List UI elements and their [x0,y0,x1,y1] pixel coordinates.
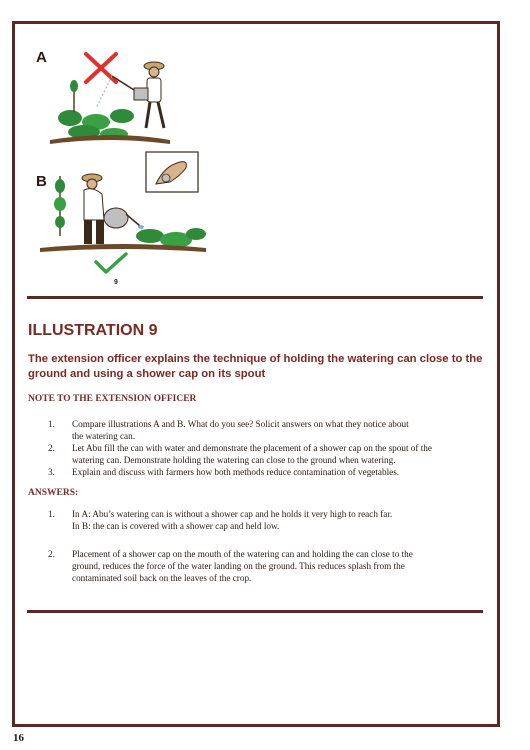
list-item [28,442,484,466]
item-text [72,508,484,532]
panel-b-label: B [36,173,47,190]
list-item [28,548,484,584]
page-number: 16 [13,732,24,744]
item-line: contaminated soil back on the leaves of the crop. [72,573,252,583]
list-item [28,466,484,478]
item-text [72,466,484,478]
subheading: The extension officer explains the technique of holding the watering can close to the ground and using a shower cap on its spout [28,353,483,380]
panel-a-label: A [36,49,47,66]
item-line: the watering can. [72,431,136,441]
divider-bottom [27,610,483,613]
item-number: 1. [48,419,55,429]
illustration-number: 9 [114,279,118,286]
item-number: 2. [48,549,55,559]
item-number: 1. [48,509,55,519]
list-item [28,508,484,532]
watering-illustration [30,36,210,286]
check-icon [96,254,126,272]
item-line: ground, reduces the force of the water landing on the ground. This reduces splash from the [72,561,405,571]
item-text [72,442,484,466]
item-line: Placement of a shower cap on the mouth of the watering can and holding the can close to the [72,549,413,559]
item-line: Let Abu fill the can with water and demonstrate the placement of a shower cap on the spout of the [72,443,432,453]
item-number: 2. [48,443,55,453]
item-line: In B: the can is covered with a shower cap and held low. [72,521,280,531]
item-line: In A: Abu’s watering can is without a shower cap and he holds it very high to reach far. [72,509,393,519]
note-title: NOTE TO THE EXTENSION OFFICER [28,394,197,404]
hand-inset [146,152,198,192]
item-text [72,418,484,442]
divider-top [27,296,483,299]
answers-title: ANSWERS: [28,488,79,498]
answers-list [28,508,484,584]
item-line: watering can. Demonstrate holding the watering can close to the ground when watering. [72,455,396,465]
list-item [28,418,484,442]
item-line: Explain and discuss with farmers how both methods reduce contamination of vegetables. [72,467,400,477]
page-title: ILLUSTRATION 9 [28,322,158,339]
farmer-b [82,174,144,244]
illustration-figure [30,36,210,286]
item-number: 3. [48,467,55,477]
note-list [28,418,484,478]
item-text [72,548,484,584]
item-line: Compare illustrations A and B. What do you see? Solicit answers on what they notice about [72,419,409,429]
